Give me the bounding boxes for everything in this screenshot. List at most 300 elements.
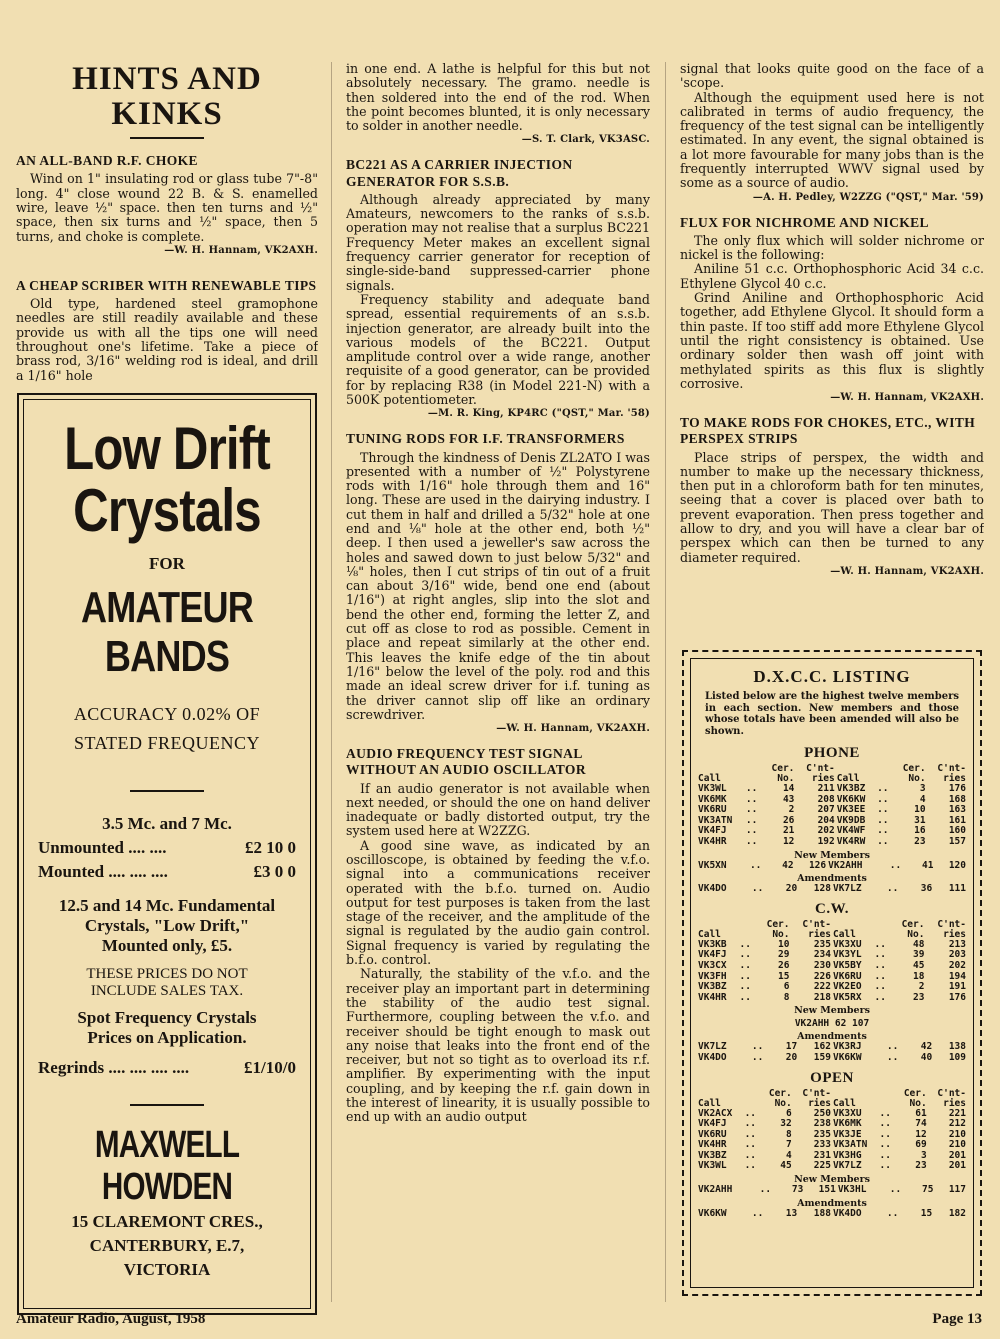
leader-dots: .. xyxy=(739,949,751,961)
leader-dots: .. xyxy=(886,1207,899,1219)
countries-cell: 191 xyxy=(948,981,966,993)
ad-spot: Prices on Application. xyxy=(87,1028,247,1047)
call-sign-cell: VK4DO xyxy=(698,883,727,895)
cert-number-cell: 15 xyxy=(920,1207,933,1219)
leader-dots: .. xyxy=(874,959,886,971)
countries-cell: 159 xyxy=(813,1051,831,1063)
countries-cell: 218 xyxy=(813,991,831,1003)
call-sign-cell: VK6RU xyxy=(698,1128,727,1140)
countries-cell: 109 xyxy=(948,1051,966,1063)
countries-cell: 157 xyxy=(948,835,966,847)
countries-cell: 238 xyxy=(813,1118,831,1130)
col-header: Call xyxy=(698,1097,721,1109)
countries-cell: 226 xyxy=(813,970,831,982)
column-divider xyxy=(665,62,666,1302)
col-header: No. xyxy=(907,928,925,940)
call-sign-cell: VK7LZ xyxy=(698,1041,727,1053)
leader-dots: .. xyxy=(879,1139,891,1151)
cert-number-cell: 6 xyxy=(783,981,790,993)
price-label: Unmounted .... .... xyxy=(38,838,167,857)
cert-number-cell: 15 xyxy=(778,970,790,982)
call-sign-cell: VK4HR xyxy=(698,835,727,847)
col-header: Cer. xyxy=(766,918,790,930)
countries-cell: 222 xyxy=(813,981,831,993)
table-row xyxy=(697,982,967,993)
article-body: A good sine wave, as indicated by an oscilloscope, is obtained by feeding the v.f.o. signal into a communications receiver operated with the b.f.o. turned on. Audio output for test purposes is taken from the last stage of the receiver, and the amplitude of the signal is regulated by the audio gain control. Signal frequency is varied by regulating the b.f.o. control. xyxy=(346,837,650,968)
leader-dots: .. xyxy=(879,1160,891,1172)
countries-cell: 203 xyxy=(948,949,966,961)
article-signature: —W. H. Hannam, VK2AXH. xyxy=(164,244,318,256)
cert-number-cell: 20 xyxy=(785,1051,798,1063)
cert-number-cell: 10 xyxy=(778,938,790,950)
call-sign-cell: VK6MK xyxy=(698,793,727,805)
cert-number-cell: 4 xyxy=(786,1149,792,1161)
dxcc-listing-box xyxy=(682,650,982,1296)
cert-number-cell: 3 xyxy=(919,783,926,794)
dxcc-new-members-label: New Members xyxy=(794,1005,870,1017)
col-header: C'nt- xyxy=(937,763,966,774)
call-sign-cell: VK3HL xyxy=(837,1184,867,1196)
dxcc-intro: Listed below are the highest twelve members in each section. New members and those whose totals have been amended will also be shown. xyxy=(705,691,959,737)
col-header: Cer. xyxy=(903,1087,927,1099)
countries-cell: 231 xyxy=(813,1149,831,1161)
cert-number-cell: 26 xyxy=(782,814,795,826)
call-sign-cell: VK4HR xyxy=(698,991,727,1003)
countries-cell: 250 xyxy=(813,1107,831,1119)
article-signature: —W. H. Hannam, VK2AXH. xyxy=(830,565,984,577)
leader-dots: .. xyxy=(744,1160,757,1172)
article-signature: —S. T. Clark, VK3ASC. xyxy=(521,134,650,146)
call-sign-cell: VK7LZ xyxy=(832,1160,862,1172)
column-two xyxy=(346,62,650,1312)
article-body: Although already appreciated by many Amateurs, newcomers to the ranks of s.s.b. operation may not realise that a surplus BC221 Frequency Meter makes an excellent signal frequency carrier generator for reception of single-side-band suppressed-carrier phone signals. xyxy=(346,191,650,293)
leader-dots: .. xyxy=(744,1118,757,1130)
ad-inner-border xyxy=(23,399,311,1309)
dxcc-section-title: PHONE xyxy=(804,745,860,761)
leader-dots: .. xyxy=(739,970,751,982)
cert-number-cell: 31 xyxy=(914,814,926,826)
cert-number-cell: 32 xyxy=(780,1118,792,1130)
dxcc-cw-new-member: VK2AHH 62 107 xyxy=(794,1018,870,1030)
leader-dots: .. xyxy=(879,1128,891,1140)
leader-dots: .. xyxy=(874,949,886,961)
dxcc-cw-table xyxy=(697,920,967,1004)
countries-cell: 212 xyxy=(948,1118,966,1130)
countries-cell: 188 xyxy=(813,1207,831,1219)
cert-number-cell: 12 xyxy=(915,1128,927,1140)
call-sign-cell: VK2AHH xyxy=(698,1184,733,1196)
leader-dots: .. xyxy=(889,1184,902,1196)
article-body: The only flux which will solder nichrome or nickel is the following: xyxy=(680,232,984,263)
ad-amateur: AMATEUR xyxy=(81,583,253,632)
leader-dots: .. xyxy=(745,783,758,794)
call-sign-cell: VK6KW xyxy=(836,793,866,805)
footer-page-number: Page 13 xyxy=(932,1311,982,1327)
cert-number-cell: 4 xyxy=(919,793,926,805)
leader-dots: .. xyxy=(739,991,751,1003)
article-signature: —W. H. Hannam, VK2AXH. xyxy=(496,723,650,735)
cert-number-cell: 73 xyxy=(791,1184,804,1196)
cert-number-cell: 45 xyxy=(913,959,925,971)
call-sign-cell: VK4FJ xyxy=(698,949,727,961)
article-title: TUNING RODS FOR I.F. TRANSFORMERS xyxy=(346,431,625,447)
call-sign-cell: VK7LZ xyxy=(832,883,862,895)
dxcc-title: D.X.C.C. LISTING xyxy=(753,667,911,686)
countries-cell: 221 xyxy=(948,1107,966,1119)
title-rule xyxy=(130,137,204,139)
col-header: ries xyxy=(808,928,831,940)
call-sign-cell: VK3ATN xyxy=(832,1139,868,1151)
article-body: Aniline 51 c.c. Orthophosphoric Acid 34 c.c. Ethylene Glycol 40 c.c. xyxy=(680,261,984,291)
dxcc-phone-table xyxy=(697,764,967,848)
footer-publication: Amateur Radio, August, 1958 xyxy=(16,1311,206,1327)
call-sign-cell: VK6KW xyxy=(832,1051,862,1063)
cert-number-cell: 48 xyxy=(913,938,925,950)
dxcc-amendments-label: Amendments xyxy=(797,1031,867,1043)
table-header-row xyxy=(697,1089,967,1099)
ad-address: VICTORIA xyxy=(123,1260,211,1279)
leader-dots: .. xyxy=(751,883,764,895)
cert-number-cell: 36 xyxy=(920,883,933,895)
price-row-unmounted xyxy=(24,838,310,858)
cert-number-cell: 8 xyxy=(786,1128,792,1140)
call-sign-cell: VK4FJ xyxy=(698,1118,727,1130)
leader-dots: .. xyxy=(744,1107,757,1119)
cert-number-cell: 74 xyxy=(915,1118,927,1130)
call-sign-cell: VK3BZ xyxy=(836,783,866,794)
leader-dots: .. xyxy=(751,1207,764,1219)
leader-dots: .. xyxy=(879,1107,891,1119)
col-header: ries xyxy=(943,773,966,784)
col-header: C'nt- xyxy=(806,763,835,774)
cert-number-cell: 23 xyxy=(915,1160,927,1172)
col-header: No. xyxy=(909,1097,927,1109)
article-body: Grind Aniline and Orthophosphoric Acid together, add Ethylene Glycol. It should form a thin paste. If too stiff add more Ethylene Glycol until the right consistency is obtained. Use ordinary solder then wash off joint with methylated spirits as this flux is slightly corrosive. xyxy=(680,290,984,391)
ad-rule xyxy=(130,790,204,792)
table-row xyxy=(697,837,967,848)
dxcc-phone-amend-table xyxy=(697,884,967,895)
cert-number-cell: 14 xyxy=(782,783,795,794)
cert-number-cell: 6 xyxy=(786,1107,792,1119)
article-body: Although the equipment used here is not calibrated in terms of audio frequency, the frequency of the test signal can be intelligently estimated. In any event, the signal obtained is a lot more favourable for many jobs than is the frequently interrupted WWV signal used by some as a source of audio. xyxy=(680,89,984,191)
cert-number-cell: 2 xyxy=(918,981,925,993)
cert-number-cell: 16 xyxy=(914,825,926,837)
article-body: in one end. A lathe is helpful for this but not absolutely necessary. The gramo. needle is then soldered into the end of the rod. When the point becomes blunted, it is only necessary to solder in another needle. xyxy=(346,62,650,134)
table-row xyxy=(697,1209,967,1220)
countries-cell: 207 xyxy=(817,804,835,816)
dxcc-amendments-label: Amendments xyxy=(797,1197,867,1209)
article-body: Through the kindness of Denis ZL2ATO I was presented with a number of ½" Polystyrene rods with 1/16" hole through them and 16" long. These are used in the dairying industry. I cut them in half and drilled a 5/32" hole at one end and ⅛" hole at the other end, both ½" deep. I then used a jeweller's saw across the holes and sawed down to just below 5/32" and ⅛" holes, then I cut strips of tin out of a fruit can about 3/16" wide, bend one end (about 1/16") at right angles, slip into the slot and bend the other end, forming the letter Z, and cut off as close to rod as possible. Cement in place and repeat similarly at the other end. This leaves the knife edge of the tin about 1/16" below the level of the poly. rod and this made an ideal screw driver for i.f. tuning as the driver cannot slip off like an ordinary screwdriver. xyxy=(346,449,650,722)
article-title: BC221 AS A CARRIER INJECTION GENERATOR FOR S.S.B. xyxy=(346,157,573,189)
cert-number-cell: 69 xyxy=(915,1139,927,1151)
countries-cell: 128 xyxy=(813,883,831,895)
leader-dots: .. xyxy=(877,804,889,816)
countries-cell: 230 xyxy=(813,959,831,971)
leader-dots: .. xyxy=(874,938,886,950)
ad-accuracy: STATED FREQUENCY xyxy=(73,733,261,753)
col-header: No. xyxy=(772,928,790,940)
col-header: ries xyxy=(943,1097,966,1109)
countries-cell: 210 xyxy=(948,1139,966,1151)
call-sign-cell: VK3BZ xyxy=(698,1149,727,1161)
cert-number-cell: 42 xyxy=(920,1041,933,1053)
article-title: TO MAKE RODS FOR CHOKES, ETC., WITH PERSPEX STRIPS xyxy=(680,415,976,447)
countries-cell: 211 xyxy=(817,783,835,794)
call-sign-cell: VK2AHH xyxy=(828,859,863,871)
countries-cell: 182 xyxy=(948,1207,966,1219)
cert-number-cell: 29 xyxy=(778,949,790,961)
price-label: Regrinds .... .... .... .... xyxy=(38,1058,190,1077)
cert-number-cell: 2 xyxy=(788,804,795,816)
countries-cell: 213 xyxy=(948,938,966,950)
article-signature: —M. R. King, KP4RC ("QST," Mar. '58) xyxy=(427,408,650,420)
countries-cell: 120 xyxy=(948,859,966,871)
call-sign-cell: VK4DO xyxy=(698,1051,727,1063)
leader-dots: .. xyxy=(877,825,889,837)
cert-number-cell: 7 xyxy=(786,1139,792,1151)
countries-cell: 163 xyxy=(948,804,966,816)
cert-number-cell: 3 xyxy=(920,1149,927,1161)
col-header: No. xyxy=(774,1097,792,1109)
cert-number-cell: 12 xyxy=(782,835,795,847)
ad-headline: Crystals xyxy=(73,477,261,544)
leader-dots: .. xyxy=(745,825,758,837)
call-sign-cell: VK3WL xyxy=(698,783,727,794)
col-header: ries xyxy=(808,1097,831,1109)
ad-fundamental: Mounted only, £5. xyxy=(101,936,233,955)
cert-number-cell: 41 xyxy=(921,859,934,871)
col-header: C'nt- xyxy=(937,1087,966,1099)
countries-cell: 138 xyxy=(948,1041,966,1053)
leader-dots: .. xyxy=(739,981,751,993)
col-header: No. xyxy=(908,773,926,784)
countries-cell: 151 xyxy=(818,1184,836,1196)
dxcc-section-title: OPEN xyxy=(810,1069,854,1086)
dxcc-inner-border xyxy=(690,658,974,1288)
dxcc-phone-new-table xyxy=(697,861,967,872)
call-sign-cell: VK5BY xyxy=(832,959,862,971)
article-signature: —A. H. Pedley, W2ZZG ("QST," Mar. '59) xyxy=(752,191,984,203)
col-header: C'nt- xyxy=(937,918,966,930)
col-header: Call xyxy=(832,928,856,940)
countries-cell: 208 xyxy=(817,793,835,805)
leader-dots: .. xyxy=(874,970,886,982)
cert-number-cell: 20 xyxy=(785,883,798,895)
table-row xyxy=(697,861,967,872)
call-sign-cell: VK4RW xyxy=(836,835,866,847)
countries-cell: 194 xyxy=(948,970,966,982)
call-sign-cell: VK2ACX xyxy=(698,1107,733,1119)
article-title: A CHEAP SCRIBER WITH RENEWABLE TIPS xyxy=(16,277,317,293)
call-sign-cell: VK3RJ xyxy=(832,1041,862,1053)
article-body: Old type, hardened steel gramophone needles are still readily available and these provide us with all the tips one will need throughout one's lifetime. Take a piece of brass rod, 3/16" welding rod is ideal, and drill a 1/16" hole xyxy=(16,296,318,383)
leader-dots: .. xyxy=(745,814,758,826)
countries-cell: 210 xyxy=(948,1128,966,1140)
leader-dots: .. xyxy=(744,1128,757,1140)
call-sign-cell: VK3ATN xyxy=(698,814,733,826)
col-header: C'nt- xyxy=(802,1087,831,1099)
leader-dots: .. xyxy=(886,1041,899,1053)
article-body: If an audio generator is not available when next needed, or should the one on hand deliver inadequate or badly distorted output, try the system used here at W2ZZG. xyxy=(346,780,650,839)
cert-number-cell: 21 xyxy=(782,825,795,837)
dxcc-open-table xyxy=(697,1089,967,1173)
leader-dots: .. xyxy=(751,1051,764,1063)
ad-fundamental: 12.5 and 14 Mc. Fundamental xyxy=(58,896,276,915)
table-header-row xyxy=(697,930,967,940)
ad-fundamental: Crystals, "Low Drift," xyxy=(84,916,250,935)
col-header: Cer. xyxy=(901,918,925,930)
cert-number-cell: 10 xyxy=(914,804,926,816)
cert-number-cell: 39 xyxy=(913,949,925,961)
ad-spot: Spot Frequency Crystals xyxy=(77,1008,257,1027)
call-sign-cell: VK3XU xyxy=(832,938,862,950)
countries-cell: 201 xyxy=(948,1160,966,1172)
table-row xyxy=(697,972,967,983)
cert-number-cell: 45 xyxy=(780,1160,792,1172)
table-row xyxy=(697,940,967,951)
cert-number-cell: 61 xyxy=(915,1107,927,1119)
col-header: Call xyxy=(836,773,860,784)
table-row xyxy=(697,784,967,795)
price-row-regrinds xyxy=(24,1058,310,1078)
col-header: Call xyxy=(832,1097,856,1109)
article-title: AUDIO FREQUENCY TEST SIGNAL WITHOUT AN AUDIO OSCILLATOR xyxy=(346,746,586,778)
countries-cell: 176 xyxy=(948,783,966,794)
ad-band-head: 3.5 Mc. and 7 Mc. xyxy=(102,814,232,833)
call-sign-cell: VK4DO xyxy=(832,1207,862,1219)
call-sign-cell: VK3YL xyxy=(832,949,862,961)
countries-cell: 225 xyxy=(813,1160,831,1172)
dxcc-new-members-label: New Members xyxy=(794,849,870,861)
table-row xyxy=(697,993,967,1004)
cert-number-cell: 75 xyxy=(921,1184,934,1196)
table-row xyxy=(697,961,967,972)
call-sign-cell: VK6RU xyxy=(698,804,727,816)
countries-cell: 111 xyxy=(948,883,966,895)
dxcc-open-amend-table xyxy=(697,1209,967,1220)
col-header: No. xyxy=(777,773,795,784)
column-divider xyxy=(331,62,332,1302)
leader-dots: .. xyxy=(739,938,751,950)
countries-cell: 192 xyxy=(817,835,835,847)
call-sign-cell: VK3CX xyxy=(698,959,727,971)
article-body: Naturally, the stability of the v.f.o. and the receiver play an important part in determining the stability of the audio test signal. Furthermore, coupling between the v.f.o. and receiver should be tight enough to mask out any noise that leaks into the front end of the receiver, but not so tight as to overload its r.f. amplifier. By experimenting with the input coupling, and by keeping the r.f. gain down in the interest of linearity, it is usually possible to end up with an audio output xyxy=(346,966,650,1125)
ad-for: FOR xyxy=(149,554,185,573)
call-sign-cell: VK3WL xyxy=(698,1160,727,1172)
price-value: £1/10/0 xyxy=(244,1058,296,1077)
leader-dots: .. xyxy=(879,1118,891,1130)
leader-dots: .. xyxy=(759,1184,772,1196)
leader-dots: .. xyxy=(745,804,758,816)
ad-rule xyxy=(130,1104,204,1106)
call-sign-cell: VK3BZ xyxy=(698,981,727,993)
call-sign-cell: VK5RX xyxy=(832,991,862,1003)
col-header: Call xyxy=(698,928,721,940)
table-row xyxy=(697,1185,967,1196)
leader-dots: .. xyxy=(877,793,889,805)
cert-number-cell: 26 xyxy=(778,959,790,971)
leader-dots: .. xyxy=(744,1139,757,1151)
leader-dots: .. xyxy=(889,859,902,871)
leader-dots: .. xyxy=(886,1051,899,1063)
dxcc-amendments-label: Amendments xyxy=(797,873,867,885)
col-header: C'nt- xyxy=(802,918,831,930)
ad-address: 15 CLAREMONT CRES., xyxy=(71,1212,263,1231)
crystals-advertisement xyxy=(17,393,317,1315)
countries-cell: 161 xyxy=(948,814,966,826)
countries-cell: 160 xyxy=(948,825,966,837)
call-sign-cell: VK4HR xyxy=(698,1139,727,1151)
cert-number-cell: 13 xyxy=(785,1207,798,1219)
leader-dots: .. xyxy=(751,1041,764,1053)
col-header: ries xyxy=(811,773,835,784)
ad-bands: BANDS xyxy=(104,632,230,681)
call-sign-cell: VK3FH xyxy=(698,970,727,982)
article-signature: —W. H. Hannam, VK2AXH. xyxy=(830,392,984,404)
ad-address: CANTERBURY, E.7, xyxy=(89,1236,245,1255)
price-value: £2 10 0 xyxy=(245,838,296,857)
col-header: ries xyxy=(943,928,966,940)
article-title: AN ALL-BAND R.F. CHOKE xyxy=(16,153,198,169)
leader-dots: .. xyxy=(744,1149,757,1161)
section-title: HINTS AND KINKS xyxy=(72,62,262,132)
dxcc-open-new-table xyxy=(697,1185,967,1196)
countries-cell: 204 xyxy=(817,814,835,826)
call-sign-cell: VK9DB xyxy=(836,814,866,826)
leader-dots: .. xyxy=(745,835,758,847)
cert-number-cell: 17 xyxy=(785,1041,798,1053)
countries-cell: 126 xyxy=(808,859,827,871)
cert-number-cell: 23 xyxy=(913,991,925,1003)
countries-cell: 117 xyxy=(948,1184,966,1196)
countries-cell: 168 xyxy=(948,793,966,805)
cert-number-cell: 43 xyxy=(782,793,795,805)
price-value: £3 0 0 xyxy=(253,862,296,881)
ad-accuracy: ACCURACY 0.02% OF xyxy=(73,704,261,724)
leader-dots: .. xyxy=(745,793,758,805)
leader-dots: .. xyxy=(877,835,889,847)
cert-number-cell: 42 xyxy=(782,859,794,871)
dxcc-cw-amend-table xyxy=(697,1042,967,1063)
article-body: Place strips of perspex, the width and number to make up the necessary thickness, then put in a chloroform bath for ten minutes, seeing that a cover is placed over bath to prevent evaporation. Then press together and allow to dry, and you will have a clear bar of perspex which can then be turned to any diameter required. xyxy=(680,449,984,565)
countries-cell: 235 xyxy=(813,1128,831,1140)
leader-dots: .. xyxy=(886,883,899,895)
price-row-mounted xyxy=(24,862,310,882)
countries-cell: 235 xyxy=(813,938,831,950)
leader-dots: .. xyxy=(879,1149,891,1161)
table-row xyxy=(697,1161,967,1172)
call-sign-cell: VK5XN xyxy=(698,859,727,871)
leader-dots: .. xyxy=(877,783,889,794)
call-sign-cell: VK3KB xyxy=(698,938,727,950)
call-sign-cell: VK3XU xyxy=(832,1107,862,1119)
table-row xyxy=(697,950,967,961)
leader-dots: .. xyxy=(749,859,762,871)
countries-cell: 234 xyxy=(813,949,831,961)
table-row xyxy=(697,884,967,895)
leader-dots: .. xyxy=(739,959,751,971)
call-sign-cell: VK3JE xyxy=(832,1128,862,1140)
countries-cell: 162 xyxy=(813,1041,831,1053)
cert-number-cell: 40 xyxy=(920,1051,933,1063)
call-sign-cell: VK4FJ xyxy=(698,825,727,837)
leader-dots: .. xyxy=(874,981,886,993)
call-sign-cell: VK4WF xyxy=(836,825,866,837)
cert-number-cell: 8 xyxy=(783,991,790,1003)
call-sign-cell: VK2EO xyxy=(832,981,862,993)
article-body: signal that looks quite good on the face of a 'scope. xyxy=(680,62,984,91)
countries-cell: 176 xyxy=(948,991,966,1003)
